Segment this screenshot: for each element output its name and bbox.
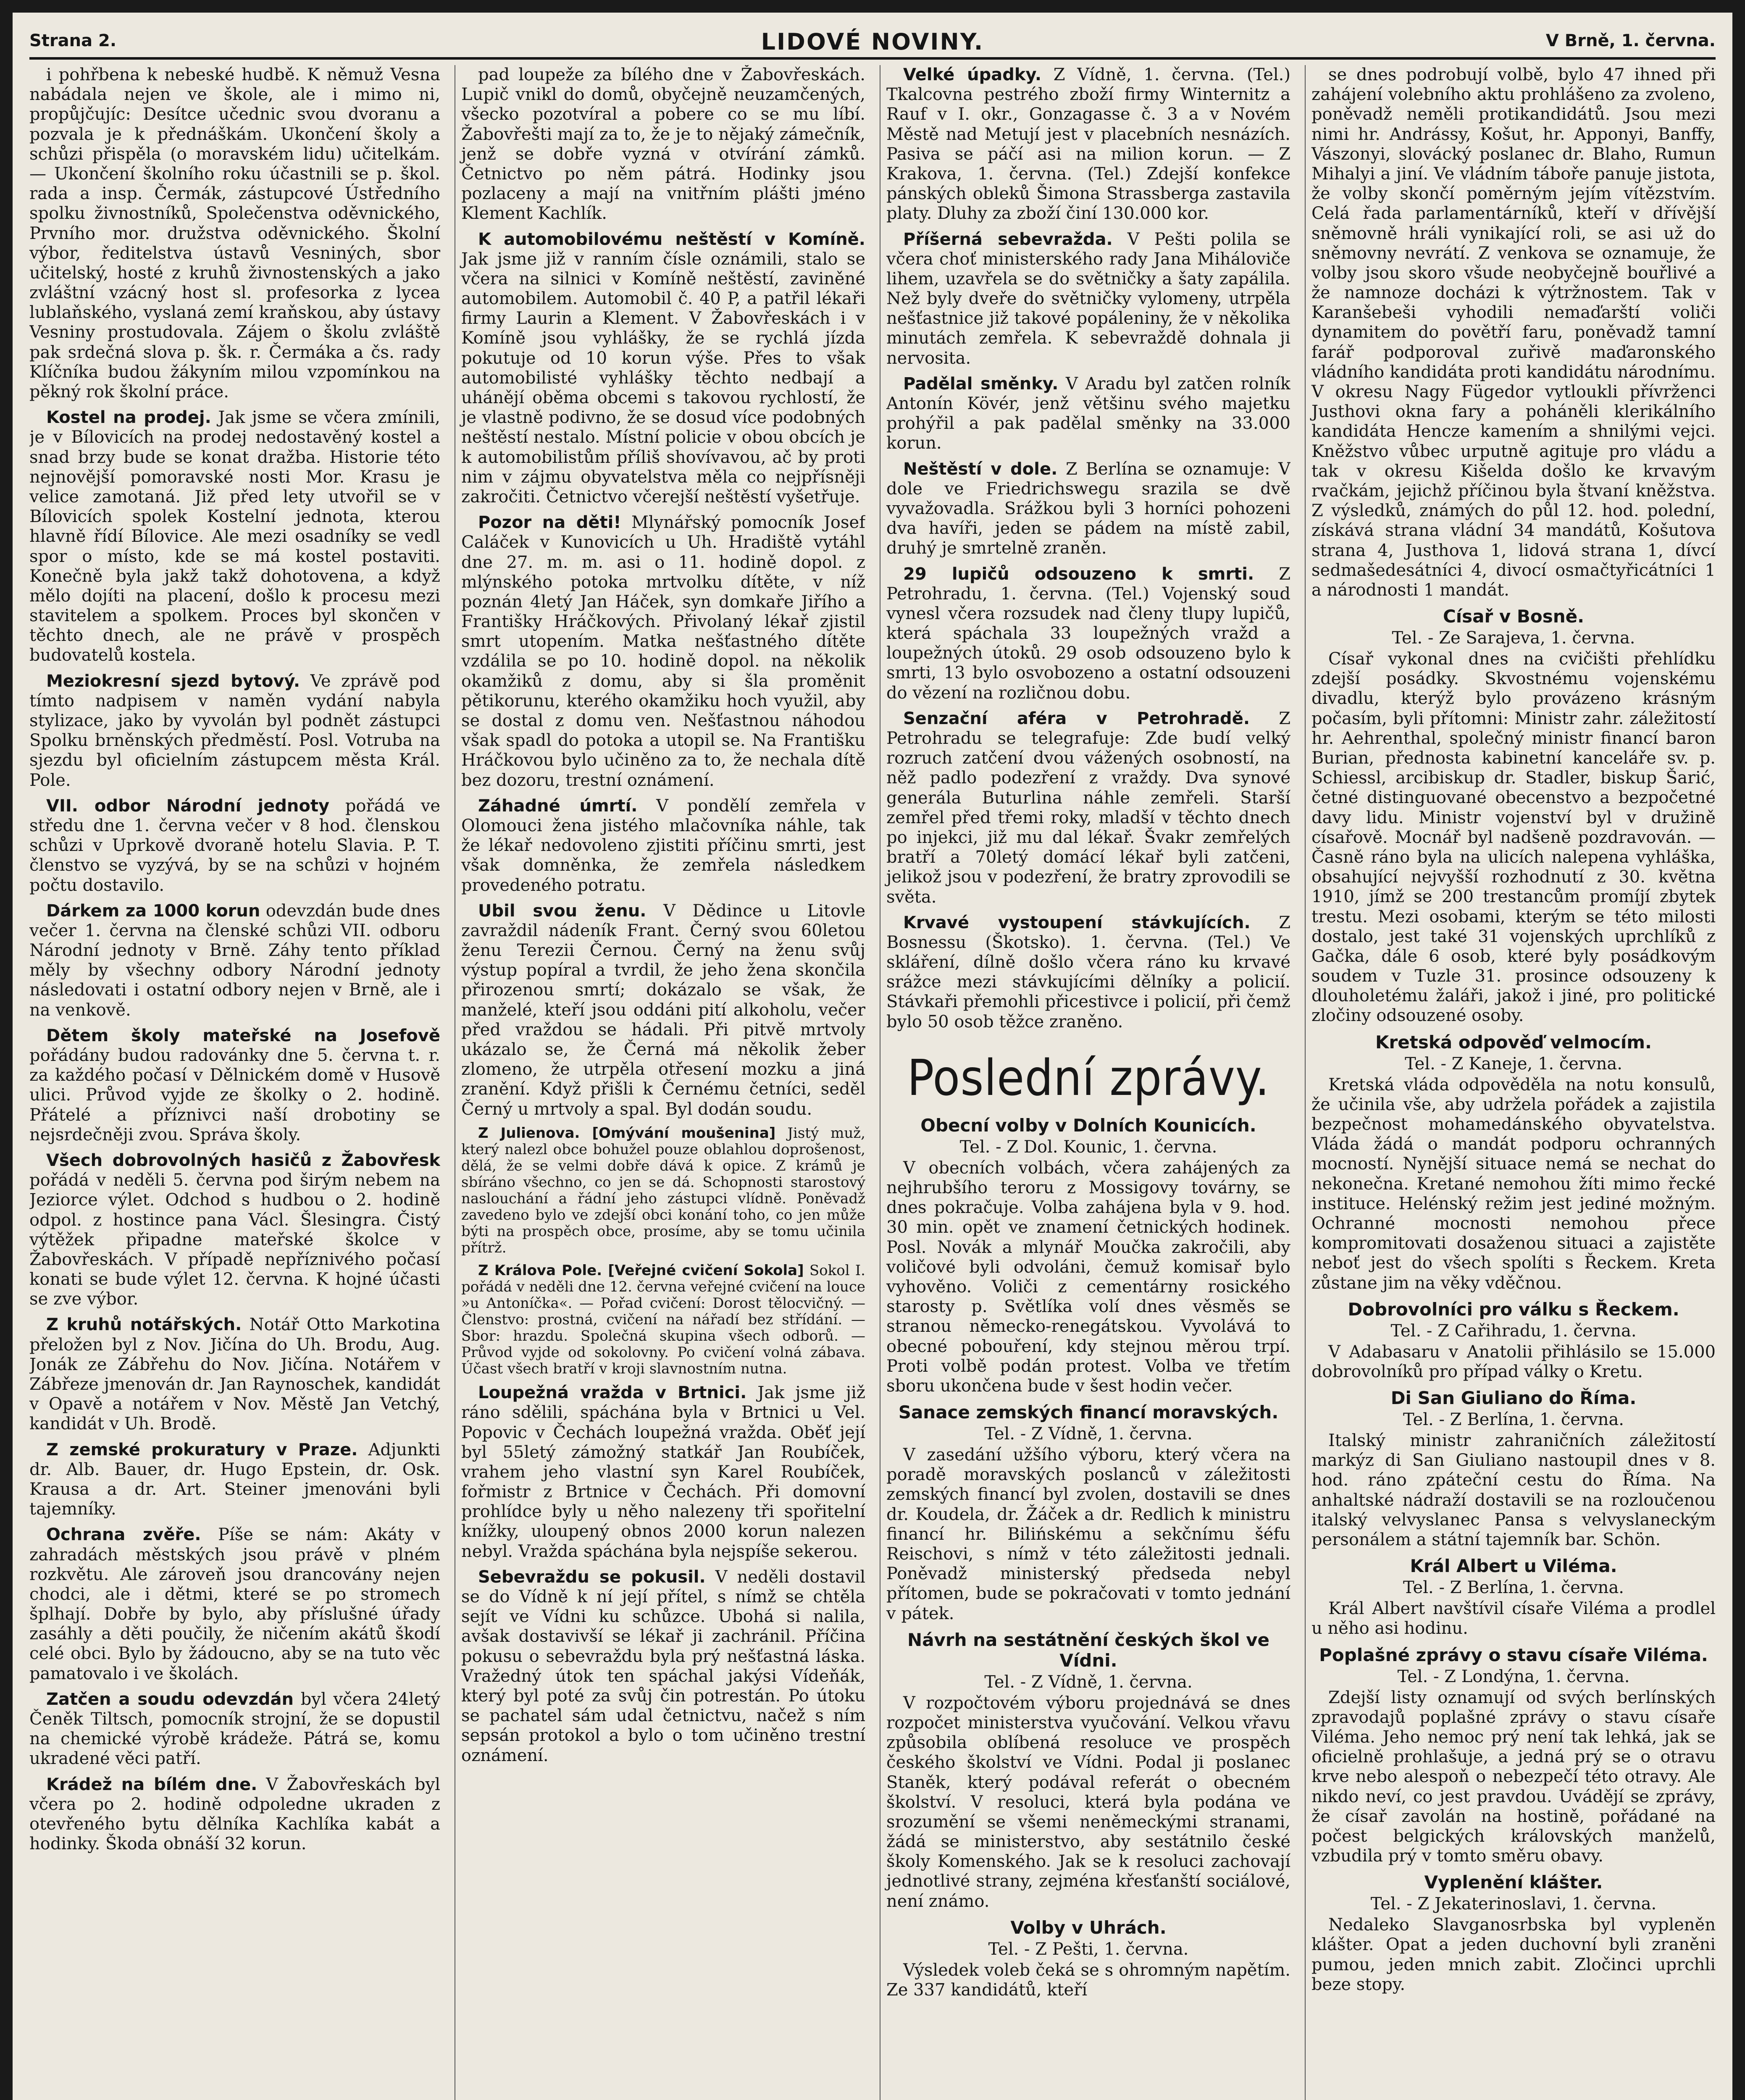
- section-heading: Poslední zprávy.: [907, 1048, 1270, 1107]
- article-body: [1311, 1688, 1716, 1866]
- column-4: [1305, 65, 1716, 2100]
- article-text: Jak jsme se včera zmínili, je v Bílovicích na prodej nedostavěný kostel a snad brzy bude se konat dražba. Historie této nejnovější pomoravské nosti Mor. Krasu je velice zamotaná. Již před lety utvořil se v Bílovicích spolek Kostelní jednota, kterou hlavně řídí Bílovice. Ale mezi osadníky se vedl spor o místo, kde se má kostel postaviti. Konečně byla jakž takž dohotovena, a když mělo dojíti na placení, došlo k procesu mezi stavitelem a spolkem. Proces byl skončen v těchto dnech, ale ne právě v prospěch budovatelů kostela.: [29, 408, 440, 665]
- article-body: [1311, 1342, 1716, 1382]
- article-text: Sokol I. pořádá v neděli dne 12. června veřejné cvičení na louce »u Antoníčka«. — Pořad cvičení: Dorost tělocvičný. — Členstvo: prostná, cvičení na nářadí bez střídání. — Sbor: hrazdu. Společná skupina všech odborů. — Průvod vyjde od sokolovny. Po cvičení volná zábava. Účast všech bratří v kroji slavnostním nutna.: [461, 1262, 865, 1378]
- article-headline: Kretská odpověď velmocím.: [1375, 1032, 1652, 1053]
- article-lead: Padělal směnky.: [903, 374, 1059, 394]
- article-text: i pohřbena k nebeské hudbě. K němuž Vesna nabádala nejen ve škole, ale i mimo ni, propůjčujíc: Desítce učednic svou dvoranu a pozvala je k přednáškám. Ukončení školy a schůzi přispěla (o moravském lidu) učitelkám. — Ukončení školního roku účastnili se p. škol. rada a insp. Čermák, zástupcové Ústředního spolku živnostníků, Společenstva oděvnického, Prvního mor. družstva oděvnického. Školní výbor, ředitelstva ústavů Vesniných, sbor učitelský, hosté z kruhů živnostenských a jako zvláštní vzácný host sl. profesorka z lycea lublaňského, vyslaná zemí kraňskou, aby ústavy Vesniny prostudovala. Zájem o školu zvláště pak srdečná slova p. šk. r. Čermáka a čs. rady Klíčníka budou žákyním milou vzpomínkou na pěkný rok školní práce.: [29, 65, 440, 402]
- article-text: Z Petrohradu, 1. června. (Tel.) Vojenský soud vynesl včera rozsudek nad členy tlupy lupičů, která spáchala 33 loupežných vražd a loupežných útoků. 29 osob odsouzeno bylo k smrti, 13 bylo osvobozeno a ostatní odsouzeni do vězení na rozličnou dobu.: [886, 564, 1290, 703]
- article-lead: Z Králova Pole. [Veřejné cvičení Sokola]: [478, 1262, 804, 1279]
- article: [1311, 65, 1716, 600]
- article-body: [886, 564, 1290, 703]
- article-text: V Žabovřeskách byl včera po 2. hodině odpoledne ukraden z otevřeného bytu dělníka Kachlíka kabát a hodinky. Škoda obnáší 32 korun.: [29, 1774, 440, 1854]
- article: [29, 796, 440, 895]
- article: [29, 1690, 440, 1769]
- article: [886, 1115, 1290, 1396]
- newspaper-title: LIDOVÉ NOVINY.: [761, 29, 984, 55]
- article-body: [1311, 1431, 1716, 1550]
- article-body: [461, 513, 865, 790]
- article-dateline: Tel. - Z Cařihradu, 1. června.: [1390, 1321, 1637, 1341]
- article: [886, 1049, 1290, 1107]
- article-text: Z Berlína se oznamuje: V dole ve Friedrichswegu srazila se dvě vyvažovadla. Srážkou byli 3 horníci pohozeni dva havíři, jeden se pádem na místě zabil, druhý je smrtelně zraněn.: [886, 459, 1290, 558]
- article-body: [29, 796, 440, 895]
- article: [461, 1125, 865, 1257]
- article-lead: Sebevraždu se pokusil.: [478, 1567, 706, 1587]
- article-text: Král Albert navštívil císaře Viléma a prodlel u něho asi hodinu.: [1311, 1599, 1716, 1638]
- article: [29, 1315, 440, 1434]
- article: [461, 1263, 865, 1378]
- article-body: [461, 65, 865, 224]
- column-2: [455, 65, 865, 2100]
- issue-date: V Brně, 1. června.: [1545, 31, 1716, 50]
- article-body: [1311, 1075, 1716, 1293]
- article: [461, 65, 865, 224]
- article: [29, 1775, 440, 1854]
- article-body: [886, 65, 1290, 224]
- article: [886, 913, 1290, 1032]
- article: [1311, 606, 1716, 1026]
- article-lead: Zatčen a soudu odevzdán: [46, 1689, 294, 1709]
- article-body: [886, 709, 1290, 907]
- article-dateline: Tel. - Ze Sarajeva, 1. června.: [1392, 628, 1635, 648]
- article-text: Zdejší listy oznamují od svých berlínských zpravodajů poplašné zprávy o stavu císaře Viléma. Jeho nemoc prý není tak lehká, jak se oficielně prohlašuje, a jedná prý se o otravu krve nebo alespoň o nebezpečí této otravy. Ale nikdo neví, co jest pravdou. Uvádějí se zprávy, že císař zavolán na hostině, pořádané na počest belgických královských manželů, vzbudila prý v tomto směru obavy.: [1311, 1688, 1716, 1866]
- article: [1311, 1032, 1716, 1293]
- article-headline: Poplašné zprávy o stavu císaře Viléma.: [1319, 1644, 1708, 1665]
- article-lead: VII. odbor Národní jednoty: [46, 796, 330, 816]
- article: [461, 796, 865, 895]
- article-body: [886, 1158, 1290, 1396]
- masthead: [29, 28, 1716, 60]
- article-body: [29, 672, 440, 790]
- article-lead: Senzační aféra v Petrohradě.: [903, 709, 1250, 728]
- article-lead: Z Julienova. [Omývání moušenina]: [478, 1124, 776, 1142]
- article: [29, 901, 440, 1020]
- article-headline: Di San Giuliano do Říma.: [1390, 1388, 1637, 1409]
- article: [29, 1525, 440, 1684]
- article-body: [29, 901, 440, 1020]
- article-text: pořádány budou radovánky dne 5. června t. r. za každého počasí v Dělnickém domě v Husově ulici. Průvod vyjde ze školky o 2. hodině. Přátelé a příznivci naší drobotiny se nejsrdečněji zvou. Správa školy.: [29, 1046, 440, 1144]
- article: [29, 672, 440, 790]
- article-headline: Obecní volby v Dolních Kounicích.: [920, 1115, 1256, 1136]
- article-dateline: Tel. - Z Jekaterinoslavi, 1. června.: [1370, 1894, 1657, 1914]
- article-text: V neděli dostavil se do Vídně k ní její přítel, s nímž se chtěla sejít ve Vídni ku schůzce. Ubohá si nalila, avšak dostavivší se lékař ji zachránil. Příčina pokusu o sebevraždu byla prý nešťastná láska. Vražedný útok ten spáchal jakýsi Vídeňák, který byl poté za svůj čin potrestán. Po útoku se pachatel sám udal četnictvu, načež s ním sepsán protokol a bylo o tom učiněno trestní oznámení.: [461, 1567, 865, 1765]
- article-dateline: Tel. - Z Pešti, 1. června.: [988, 1939, 1189, 1959]
- article-text: V obecních volbách, včera zahájených za nejhrubšího teroru z Mossigovy továrny, se dnes pokračuje. Volba zahájena byla v 9. hod. 30 min. opět ve znamení četnických hodinek. Posl. Novák a mlynář Moučka zakročili, aby voličové byli odvoláni, čemuž komisař bylo vyhověno. Voliči z cementárny rosického starosty p. Světlíka volí dnes věsměs se stranou německo-renegátskou. Vyvolává to obecné pobouření, kdy stejnou měrou trpí. Proti volbě podán protest. Volba ve třetím sboru ukončena bude v šest hodin večer.: [886, 1158, 1290, 1396]
- article-headline: Sanace zemských financí moravských.: [898, 1402, 1279, 1423]
- article-dateline: Tel. - Z Vídně, 1. června.: [984, 1672, 1193, 1692]
- article-text: Mlynářský pomocník Josef Caláček v Kunovicích u Uh. Hradiště vytáhl dne 27. m. m. asi o 11. hodině dopol. z mlýnského potoka mrtvolku dítěte, v níž poznán 4letý Jan Háček, syn domkaře Jiřího a Františky Hráčkových. Přivolaný lékař zjistil smrt utopením. Matka nešťastného dítěte vzdálila se po 10. hodině dopol. na několik okamžiků z domu, aby si šla proměnit pětikorunu, kterého okamžiku hoch využil, aby se dostal z domu ven. Nešťastnou náhodou však spadl do potoka a utopil se. Na Františku Hráčkovou bylo učiněno za to, že nechala dítě bez dozoru, trestní oznámení.: [461, 513, 865, 790]
- article: [29, 1151, 440, 1310]
- article-lead: Všech dobrovolných hasičů z Žabovřesk: [46, 1150, 440, 1170]
- article-lead: Ochrana zvěře.: [46, 1525, 201, 1545]
- article-lead: Dětem školy mateřské na Josefově: [46, 1026, 440, 1045]
- article: [886, 1402, 1290, 1624]
- article-body: [886, 1445, 1290, 1624]
- article-text: Císař vykonal dnes na cvičišti přehlídku zdejší posádky. Skvostnému vojenskému divadlu, kterýž bylo provázeno krásným počasím, byli přítomni: Ministr zahr. záležitostí hr. Aehrenthal, společný ministr financí baron Burian, přednosta kabinetní kanceláře sv. p. Schiessl, arcibiskup dr. Stadler, biskup Šarić, četné distinguované obecenstvo a bezpočetné davy lidu. Ministr vojenství byl v družině císařově. Mocnář byl nadšeně pozdravován. — Časně ráno byla na ulicích nalepena vyhláška, obsahující nejvyšší rozhodnutí z 30. května 1910, jímž se 200 trestancům promíjí zbytek trestu. Mezi osobami, kterým se této milosti dostalo, jest také 31 vojenských uprchlíků z Gačka, dále 6 osob, které byly posádkovým soudem v Tuzle 31. prosince odsouzeny k dlouholetému žaláři, jakož i jiné, pro politické zločiny odsouzené osoby.: [1311, 649, 1716, 1026]
- article-text: Ve zprávě pod tímto nadpisem v naměn vydání nabyla stylizace, jako by vyvolán byl podnět zástupci Spolku brněnských předměstí. Posl. Votruba na sjezdu byl oficielním zástupcem města Král. Pole.: [29, 671, 440, 790]
- article-lead: Z kruhů notářských.: [46, 1315, 242, 1335]
- article-lead: Meziokresní sjezd bytový.: [46, 671, 300, 691]
- article-body: [886, 459, 1290, 559]
- article-body: [886, 1693, 1290, 1911]
- article: [886, 374, 1290, 454]
- article: [461, 230, 865, 507]
- article-body: [29, 408, 440, 665]
- article-body: [886, 230, 1290, 368]
- article-body: [461, 230, 865, 507]
- article: [886, 1917, 1290, 2000]
- article: [29, 408, 440, 665]
- article-lead: Loupežná vražda v Brtnici.: [478, 1383, 747, 1403]
- article-text: V Aradu byl zatčen rolník Antonín Kövér, jenž většinu svého majetku prohýřil a pak padělal směnky na 33.000 korun.: [886, 374, 1290, 453]
- article-body: [461, 1263, 865, 1378]
- article: [29, 65, 440, 402]
- article-text: Píše se nám: Akáty v zahradách městských jsou právě v plném rozkvětu. Ale zároveň jsou drancovány nejen chodci, ale i dětmi, které se po stromech šplhají. Dobře by bylo, aby příslušné úřady zasáhly a děti poučily, že ničením akátů škodí celé obci. Bylo by žádoucno, aby se na tuto věc pamatovalo i ve školách.: [29, 1525, 440, 1683]
- article-text: V pondělí zemřela v Olomouci žena jistého mlačovníka náhle, tak že lékař nedovoleno zjistiti příčinu smrti, jest však domněnka, že zemřela následkem provedeného potratu.: [461, 796, 865, 895]
- article-headline: Návrh na sestátnění českých škol ve Vídni.: [907, 1629, 1269, 1671]
- article-lead: Kostel na prodej.: [46, 408, 211, 428]
- article-text: Jak jsme již v ranním čísle oznámili, stalo se včera na silnici v Komíně neštěstí, zaviněné automobilem. Automobil č. 40 P, a patřil lékaři firmy Laurin a Klement. V Žabovřeskách i v Komíně jsou vyhlášky, že se rychlá jízda pokutuje od 10 korun výše. Přes to však automobilisté vyhlášky těchto nedbají a uhánějí oběma obcemi s takovou rychlostí, že je vlastně podivno, že se dosud více podobných neštěstí nestalo. Místní policie v obou obcích je k automobilistům příliš shovívavou, ač by proti nim v zájmu obyvatelstva měla co nejpřísněji zakročiti. Četnictvo včerejší neštěstí vyšetřuje.: [461, 249, 865, 507]
- article-body: [1311, 1915, 1716, 1995]
- article: [886, 564, 1290, 703]
- article-lead: Záhadné úmrtí.: [478, 796, 638, 816]
- article-text: Jistý muž, který nalezl obce bohužel pouze oblahlou doprošenost, dělá, že se velmi dobře dává k opice. Z krámů je sbíráno všechno, co jen se dá. Schopnosti starostový naslouchání a řádní jeho zástupci vlídně. Poněvadž zavedeno bylo ve zdejší obci konání toho, co jen může býti na prospěch obce, prosíme, aby se tomu učinila přítrž.: [461, 1124, 865, 1257]
- article: [461, 1567, 865, 1766]
- article-body: [461, 901, 865, 1119]
- article-body: [29, 1026, 440, 1145]
- article-body: [29, 1315, 440, 1434]
- article-text: V Pešti polila se včera choť ministerského rady Jana Miháloviče lihem, uzavřela se do světničky a šaty zapálila. Než byly dveře do světničky vylomeny, utrpěla nešťastnice již takové popáleniny, že v několika minutách zemřela. K sebevraždě dohnala ji nervosita.: [886, 229, 1290, 368]
- article-headline: Volby v Uhrách.: [1010, 1917, 1167, 1938]
- article-text: pořádá ve středu dne 1. června večer v 8 hod. členskou schůzi v Uprkově dvoraně hotelu Slavia. P. T. členstvo se vyzývá, by se na schůzi v hojném počtu dostavilo.: [29, 796, 440, 895]
- article-body: [29, 1525, 440, 1684]
- article-text: Adjunkti dr. Alb. Bauer, dr. Hugo Epstein, dr. Osk. Krausa a dr. Art. Steiner jmenováni byli tajemníky.: [29, 1440, 440, 1519]
- article: [1311, 1556, 1716, 1638]
- article-headline: Král Albert u Viléma.: [1410, 1556, 1617, 1577]
- article-dateline: Tel. - Z Kaneje, 1. června.: [1405, 1054, 1622, 1074]
- article-lead: Pozor na děti!: [478, 513, 621, 533]
- article-text: pad loupeže za bílého dne v Žabovřeskách. Lupič vnikl do domů, obyčejně neuzamčených, všecko pozotvíral a pobere co se mu líbí. Žabovřešti mají za to, že je to nějaký zámečník, jenž se dobře vyzná v otvírání zámků. Četnictvo po něm pátrá. Hodinky jsou pozlaceny a mají na vnitřním plášti jméno Klement Kachlík.: [461, 65, 865, 223]
- article-body: [461, 796, 865, 895]
- article-text: Výsledek voleb čeká se s ohromným napětím. Ze 337 kandidátů, kteří: [886, 1960, 1290, 2000]
- article-headline: Vyplenění klášter.: [1424, 1872, 1603, 1893]
- article: [886, 1630, 1290, 1911]
- article-lead: Neštěstí v dole.: [903, 459, 1058, 479]
- article-body: [29, 1151, 440, 1310]
- article-text: Italský ministr zahraničních záležitostí markýz di San Giuliano nastoupil dnes v 8. hod. ráno zpáteční cestu do Říma. Na anhaltské nádraží dostavili se na rozloučenou italský velvyslanec Pansa s velvyslaneckým personálem a státní tajemník bar. Schön.: [1311, 1431, 1716, 1549]
- article: [461, 901, 865, 1119]
- article: [29, 1026, 440, 1145]
- article-body: [1311, 1599, 1716, 1638]
- article: [461, 513, 865, 790]
- article-lead: Velké úpadky.: [903, 65, 1042, 84]
- article-body: [461, 1125, 865, 1257]
- article-text: se dnes podrobují volbě, bylo 47 ihned při zahájení volebního aktu prohlášeno za zvoleno, poněvadž neměli protikandidátů. Jsou mezi nimi hr. Andrássy, Košut, hr. Apponyi, Banffy, Vászonyi, slovácký poslanec dr. Blaho, Rumun Mihalyi a jiní. Ve vládním táboře panuje jistota, že volby skončí poměrným jejím vítězstvím. Celá řada parlamentárníků, kteří v dřívější sněmovně hráli vynikající roli, se asi už do sněmovny nevrátí. Z venkova se oznamuje, že volby jsou skoro všude neobyčejně bouřlivé a že namnoze docházi k výtržnostem. Tak v Karanšebeši vyhodili nemaďarští voliči dynamitem do povětří faru, poněvadž tamní farář podporoval zuřivě maďaronského vládního kandidáta proti kandidátu národnímu. V okresu Nagy Fügedor vytloukli přívrženci Justhovi okna fary a poháněli klerikálního kandidáta Hencze kamením a shnilými vejci. Kněžstvo vůbec urputně agituje pro vládu a tak v okresu Kišelda došlo ke krvavým rvačkám, jejichž příčinou byla štvaní kněžstva. Z výsledků, známých do půl 12. hod. polední, získává strana vládní 34 mandátů, Košutova strana 4, Justhova 1, lidová strana 1, dívcí sedmašedesátníci 4, divocí osmačtyřicátníci 1 a národnosti 1 mandát.: [1311, 65, 1716, 600]
- article-text: V Dědince u Litovle zavraždil nádeník Frant. Černý svou 60letou ženu Terezii Černou. Černý na ženu svůj výstup popíral a tvrdil, že jeho žena skončila přirozenou smrtí; dokázalo se však, že manželé, kteří jsou oddáni pití alkoholu, večer před vraždou se hádali. Při pitvě mrtvoly ukázalo se, že Černá má několik žeber zlomeno, že utrpěla otřesení mozku a jiná zranění. Když přišli k Černému četníci, seděl Černý u mrtvoly a spal. Byl dodán soudu.: [461, 901, 865, 1119]
- article: [886, 65, 1290, 224]
- article-text: V Adabasaru v Anatolii přihlásilo se 15.000 dobrovolníků pro případ války o Kretu.: [1311, 1342, 1716, 1381]
- article-text: Notář Otto Markotina přeložen byl z Nov. Jičína do Uh. Brodu, Aug. Jonák ze Zábřehu do Nov. Jičína. Notářem v Zábřeze jmenován dr. Jan Raynoschek, kandidát v Opavě a notářem v Nov. Městě Jan Vetchý, kandidát v Uh. Brodě.: [29, 1315, 440, 1434]
- article: [886, 230, 1290, 368]
- article-lead: Dárkem za 1000 korun: [46, 901, 260, 921]
- article-text: Nedaleko Slavganosrbska byl vypleněn klášter. Opat a jeden duchovní byli zraněni pumou, jeden mnich zabit. Zločinci uprchli beze stopy.: [1311, 1915, 1716, 1994]
- article-text: pořádá v neděli 5. června pod širým nebem na Jeziorce výlet. Odchod s hudbou o 2. hodině odpol. z hostince pana Václ. Šlesingra. Čistý výtěžek připadne mateřské školce v Žabovřeskách. V případě nepříznivého počasí konati se bude výlet 12. června. K hojné účasti se zve výbor.: [29, 1171, 440, 1309]
- article-dateline: Tel. - Z Berlína, 1. června.: [1403, 1410, 1624, 1430]
- article-lead: Příšerná sebevražda.: [903, 229, 1113, 249]
- article: [1311, 1388, 1716, 1550]
- article-headline: Císař v Bosně.: [1443, 606, 1585, 627]
- article-lead: Z zemské prokuratury v Praze.: [46, 1440, 358, 1460]
- article: [461, 1383, 865, 1562]
- article-text: byl včera 24letý Čeněk Tiltsch, pomocník strojní, že se dopustil na chemické výrobě krádeže. Pátrá se, komu ukradené věci patří.: [29, 1689, 440, 1769]
- article-text: odevzdán bude dnes večer 1. června na členské schůzi VII. odboru Národní jednoty v Brně. Záhy tento příklad měly by všechny odbory Národní jednoty následovati i ostatní odbory nejen v Brně, ale i na venkově.: [29, 901, 440, 1020]
- newspaper-page: [13, 13, 1732, 2100]
- article: [1311, 1645, 1716, 1866]
- article-lead: Ubil svou ženu.: [478, 901, 646, 921]
- article-dateline: Tel. - Z Londýna, 1. června.: [1397, 1667, 1630, 1686]
- article-text: Z Petrohradu se telegrafuje: Zde budí velký rozruch zatčení dvou vážených osobností, na něž padlo podezření z vraždy. Dva synové generála Buturlina náhle zemřeli. Starší zemřel před třemi roky, mladší v těchto dnech po injekci, již mu dal lékař. Švakr zemřelých bratří a 70letý domácí lékař byli zatčeni, jelikož jsou v podezření, že bratry zprovodili se světa.: [886, 709, 1290, 907]
- article-dateline: Tel. - Z Berlína, 1. června.: [1403, 1578, 1624, 1598]
- article-body: [461, 1567, 865, 1766]
- column-1: [29, 65, 440, 2100]
- article-text: Z Bosnessu (Škotsko). 1. června. (Tel.) Ve skláření, dílně došlo včera ráno ku krvavé srážce mezi stávkujícími dělníky a policií. Stávkaři přemohli přicestivce i policií, při čemž bylo 50 osob těžce zraněno.: [886, 913, 1290, 1032]
- article-body: [1311, 649, 1716, 1026]
- article-dateline: Tel. - Z Dol. Kounic, 1. června.: [959, 1137, 1217, 1157]
- article-lead: Krvavé vystoupení stávkujících.: [903, 913, 1251, 932]
- article-body: [886, 374, 1290, 454]
- article-body: [29, 1690, 440, 1769]
- article-text: V zasedání užšího výboru, který včera na poradě moravských poslanců v záležitosti zemských financí byl zvolen, dostavili se dnes dr. Koudela, dr. Žáček a dr. Redlich k ministru financí hr. Bilińskému a sekčnímu šéfu Reischovi, s nímž v této záležitosti jednali. Poněvadž ministerský předseda nebyl přítomen, bude se pokračovati v tomto jednání v pátek.: [886, 1445, 1290, 1623]
- article: [1311, 1872, 1716, 1995]
- article-body: [886, 1961, 1290, 2000]
- article: [886, 459, 1290, 559]
- article-text: Z Vídně, 1. června. (Tel.) Tkalcovna pestrého zboží firmy Winternitz a Rauf v I. okr., Gonzagasse č. 3 a v Novém Městě nad Metují jest v placebních nesnázích. Pasiva se páčí asi na milion korun. — Z Krakova, 1. června. (Tel.) Zdejší konfekce pánských obleků Šimona Strassberga zastavila platy. Dluhy za zboží činí 130.000 kor.: [886, 65, 1290, 223]
- page-number: Strana 2.: [29, 31, 117, 50]
- article-body: [29, 65, 440, 402]
- article: [886, 709, 1290, 907]
- article-body: [29, 1775, 440, 1854]
- column-3: [880, 65, 1290, 2100]
- article-lead: 29 lupičů odsouzeno k smrti.: [903, 564, 1254, 584]
- article: [29, 1440, 440, 1520]
- article-body: [29, 1440, 440, 1520]
- article-lead: Krádež na bílém dne.: [46, 1774, 258, 1794]
- article-body: [461, 1383, 865, 1562]
- article-columns: [29, 65, 1716, 2100]
- article-text: Jak jsme již ráno sdělili, spáchána byla v Brtnici u Vel. Popovic v Čechách loupežná vražda. Oběť její byl 55letý zámožný statkář Jan Roubíček, vrahem jeho vlastní syn Karel Roubíček, fořmistr z Brtnice v Čechách. Při domovní prohlídce byly u něho nalezeny tři spořitelní knížky, uloupený obnos 2000 korun nalezen nebyl. Vražda spáchána byla nejspíše sekerou.: [461, 1383, 865, 1561]
- article-headline: Dobrovolníci pro válku s Řeckem.: [1348, 1299, 1679, 1320]
- article-body: [886, 913, 1290, 1032]
- article-lead: K automobilovému neštěstí v Komíně.: [478, 229, 865, 249]
- article-body: [1311, 65, 1716, 600]
- article-text: V rozpočtovém výboru projednává se dnes rozpočet ministerstva vyučování. Velkou vřavu způsobila oblíbená resoluce ve prospěch českého školství ve Vídni. Podal ji poslanec Staněk, který podával referát o obecném školství. V resoluci, která byla podána ve srozumění se všemi neněmeckými stranami, žádá se ministerstvo, aby sestátnilo české školy Komenského. Jak se k resoluci zachovají jednotlivé strany, zejména křesťanští sociálové, není známo.: [886, 1693, 1290, 1911]
- article: [1311, 1299, 1716, 1382]
- article-dateline: Tel. - Z Vídně, 1. června.: [984, 1424, 1193, 1444]
- article-text: Kretská vláda odpověděla na notu konsulů, že učinila vše, aby udržela pořádek a zajistila bezpečnost mohamedánského obyvatelstva. Vláda žádá o mandát podporu ochranných mocností. Nynější situace nemá se nechat do nekonečna. Kretané nemohou žíti mimo řecké instituce. Helénský režim jest jediné možným. Ochranné mocnosti nemohou přece kompromitovati dosaženou situaci a zajistěte neboť jest do všech spolíti s Řeckem. Kreta zůstane jim na věky vděčnou.: [1311, 1075, 1716, 1293]
